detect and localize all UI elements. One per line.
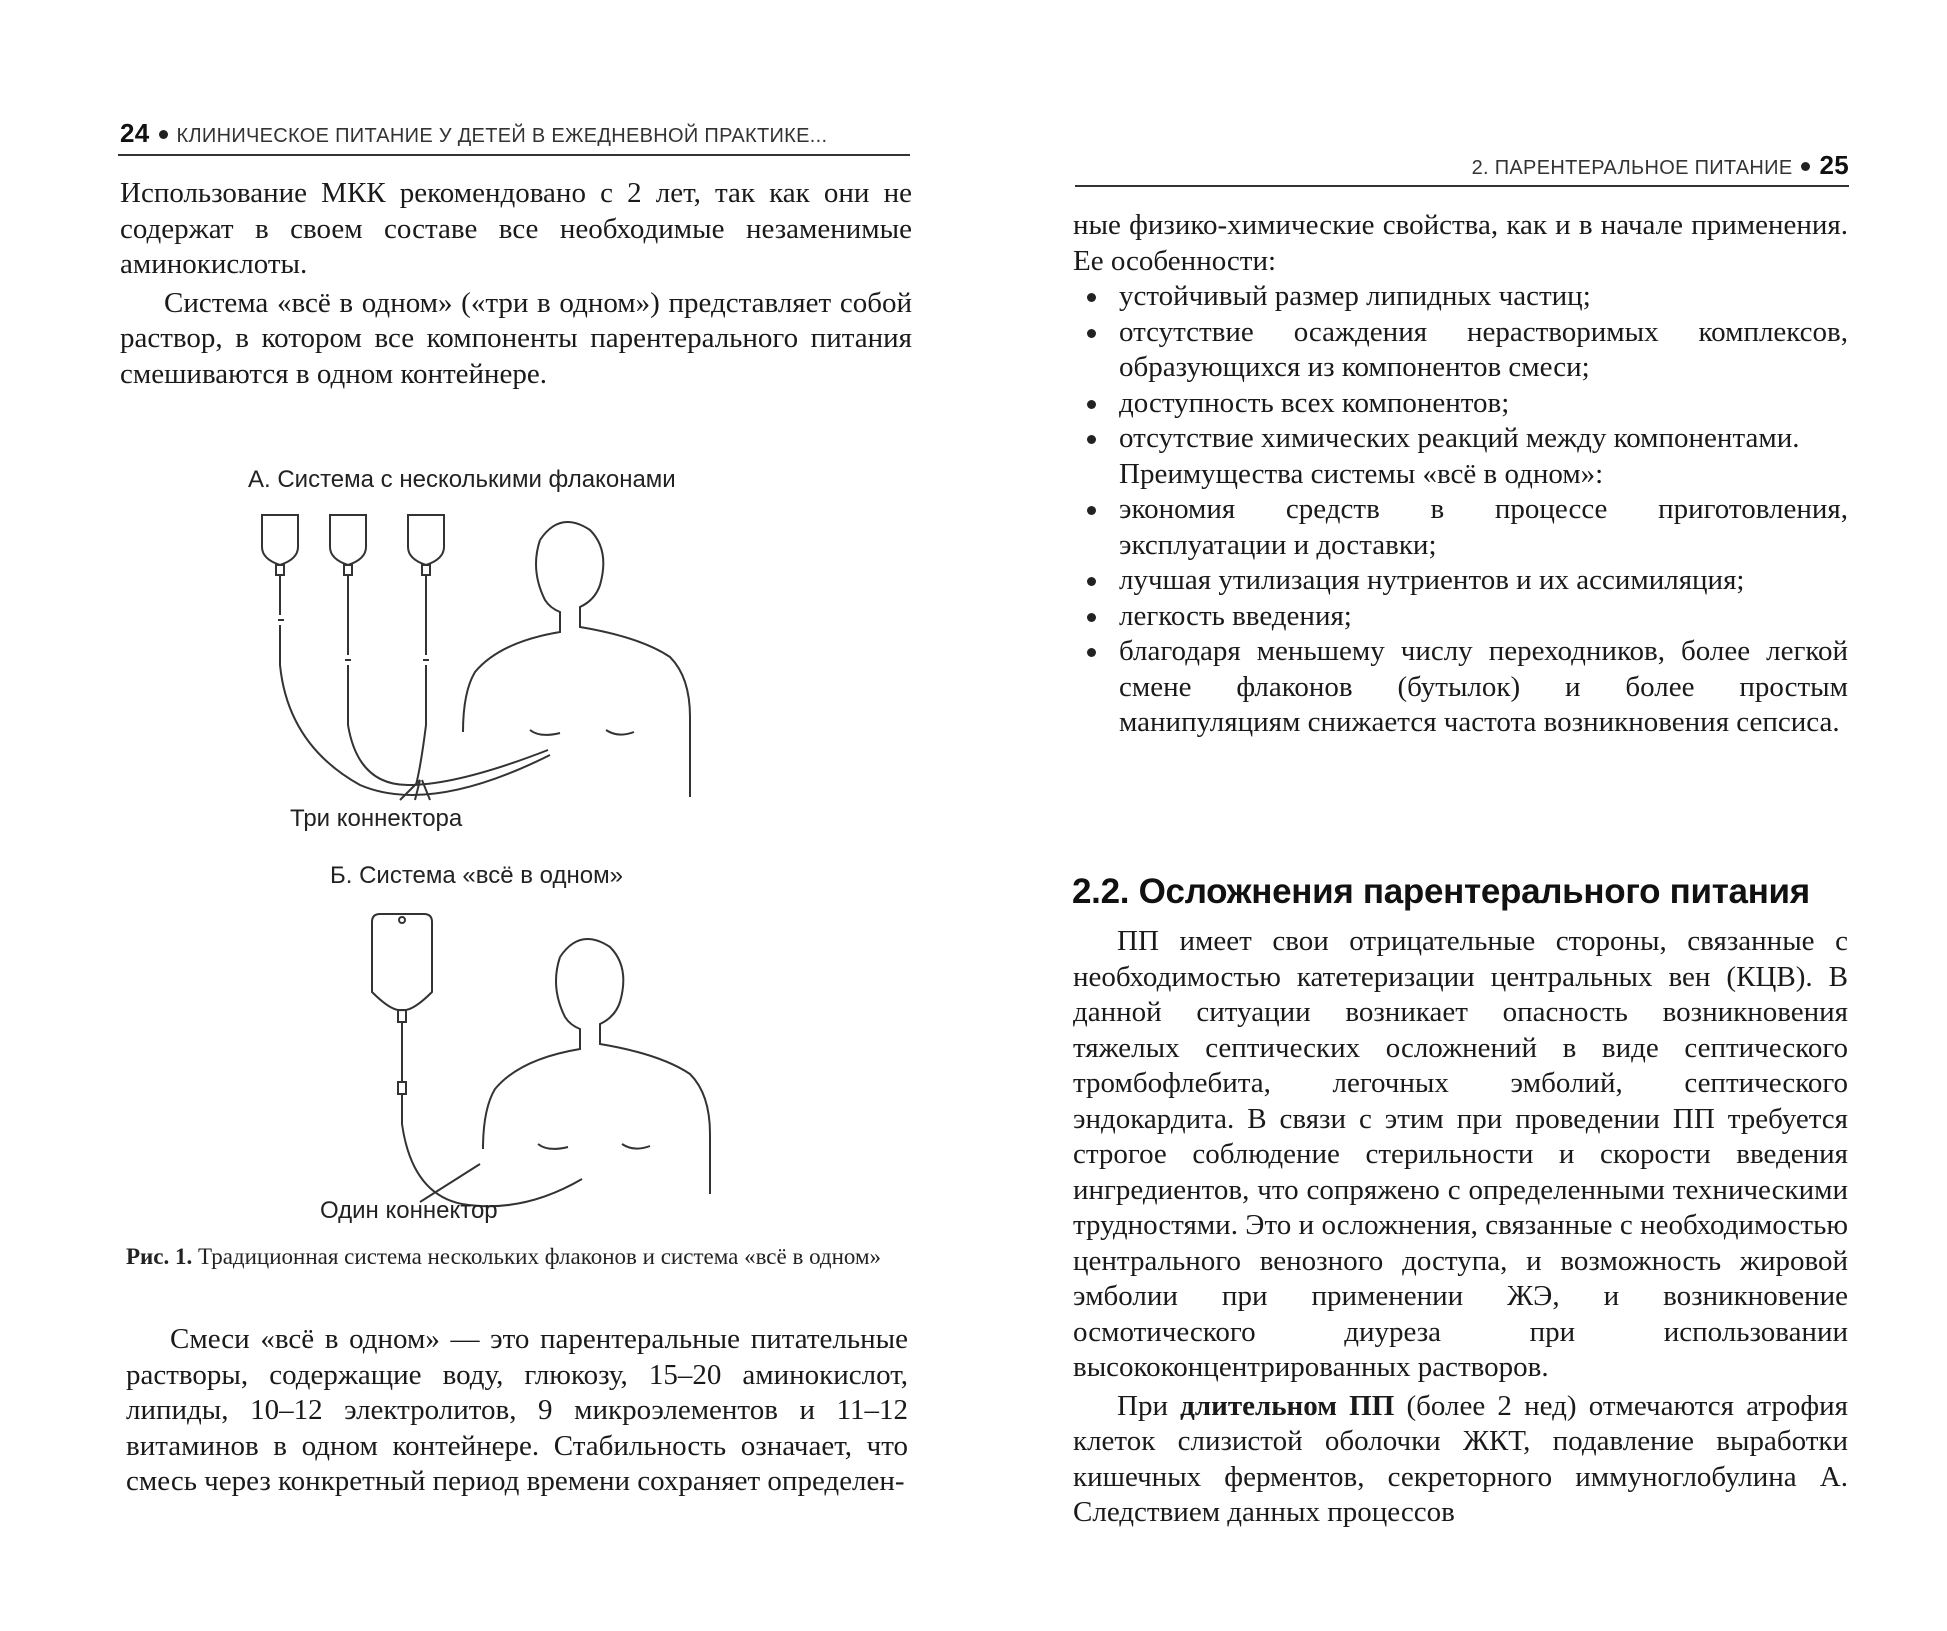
right-header-rule (1075, 185, 1849, 187)
list-item: благодаря меньшему числу переходников, более легкой смене флаконов (бутылок) и более простым манипуляциям снижается частота возникновения сепсиса. (1073, 634, 1848, 741)
single-tubing-line (398, 1022, 582, 1206)
right-paragraph-1: ПП имеет свои отрицательные стороны, связанные с необходимостью катетеризации центральных вен (КЦВ). В данной ситуации возникает опасность возникновения тяжелых септических осложнений в виде септического тромбофлебита, легочных эмболий, септического эндокардита. В связи с этим при проведении ПП требуется строгое соблюдение стерильности и скорости введения ингредиентов, что сопряжено с определенными техническими трудностями. Это и осложнения, связанные с необходимостью центрального венозного доступа, и возможность жировой эмболии при применении ЖЭ, и возникновение осмотического диуреза при использовании высококонцентрированных растворов. (1073, 925, 1848, 1383)
bottle-1-icon (262, 515, 298, 575)
right-running-header (1472, 150, 1849, 181)
left-header-rule (118, 154, 910, 156)
figure-caption (126, 1242, 886, 1272)
header-bullet (159, 130, 168, 139)
patient-a-silhouette (463, 522, 690, 797)
figure-label-a: А. Система с несколькими флаконами (248, 466, 676, 493)
list-item: отсутствие осаждения нерастворимых комплексов, образующихся из компонентов смеси; (1073, 315, 1848, 386)
advantages-list (1073, 492, 1848, 741)
left-page-number: 24 (120, 118, 150, 148)
list-item: отсутствие химических реакций между компонентами. (1073, 421, 1848, 457)
para2-bold: длительном ПП (1180, 1389, 1395, 1422)
right-bottom-text (1073, 924, 1848, 1531)
left-paragraph-2: Система «всё в одном» («три в одном») представляет собой раствор, в котором все компоненты парентерального питания смешиваются в одном контейнере. (120, 286, 912, 390)
right-page (975, 0, 1947, 1631)
list-item: экономия средств в процессе приготовления, эксплуатации и доставки; (1073, 492, 1848, 563)
left-paragraph-1: Использование МКК рекомендовано с 2 лет, так как они не содержат в своем составе все необходимые незаменимые аминокислоты. (120, 177, 912, 280)
left-top-text (120, 176, 912, 392)
figure-a-illustration (240, 510, 760, 810)
figure-label-three-connectors: Три коннектора (290, 805, 463, 832)
patient-b-silhouette (483, 939, 710, 1194)
left-paragraph-3: Смеси «всё в одном» — это парентеральные питательные растворы, содержащие воду, глюкозу, 15–20 аминокислот, липиды, 10–12 электролитов, 9 микроэлементов и 11–12 витаминов в одном контейнере. Стабильность означает, что смесь через конкретный период времени сохраняет определен- (126, 1323, 908, 1497)
list-item: доступность всех компонентов; (1073, 386, 1848, 422)
left-running-header (120, 118, 827, 149)
right-running-head: 2. ПАРЕНТЕРАЛЬНОЕ ПИТАНИЕ (1471, 157, 1793, 179)
right-top-text (1073, 208, 1848, 741)
bottle-3-icon (408, 515, 444, 575)
left-running-head: КЛИНИЧЕСКОЕ ПИТАНИЕ У ДЕТЕЙ В ЕЖЕДНЕВНОЙ ПРАКТИКЕ... (176, 125, 828, 147)
tubing-lines (278, 575, 550, 800)
advantages-heading: Преимущества системы «всё в одном»: (1119, 457, 1604, 490)
figure-label-one-connector: Один коннектор (320, 1197, 498, 1224)
features-list (1073, 279, 1848, 457)
para2-rest: (более 2 нед) отмечаются атрофия клеток слизистой оболочки ЖКТ, подавление выработки кишечных ферментов, секреторного иммуноглобулина А. Следствием данных процессов (1073, 1389, 1849, 1528)
list-item: лучшая утилизация нутриентов и их ассимиляция; (1073, 563, 1848, 599)
right-intro: ные физико-химические свойства, как и в начале применения. Ее особенности: (1073, 209, 1848, 277)
figure-label-b: Б. Система «всё в одном» (330, 862, 623, 889)
left-bottom-text (126, 1322, 908, 1500)
right-paragraph-2 (1073, 1389, 1848, 1531)
header-bullet (1801, 162, 1810, 171)
right-page-number: 25 (1819, 150, 1849, 180)
list-item: устойчивый размер липидных частиц; (1073, 279, 1848, 315)
figure-caption-text: Традиционная система нескольких флаконов и система «всё в одном» (198, 1244, 882, 1269)
single-bag-icon (372, 914, 432, 1022)
list-item: легкость введения; (1073, 599, 1848, 635)
section-title: 2.2. Осложнения парентерального питания (1072, 872, 1810, 911)
figure-caption-number: Рис. 1. (126, 1244, 193, 1269)
bottle-2-icon (330, 515, 366, 575)
figure-b-illustration (360, 912, 760, 1212)
para2-start: При (1117, 1389, 1168, 1422)
